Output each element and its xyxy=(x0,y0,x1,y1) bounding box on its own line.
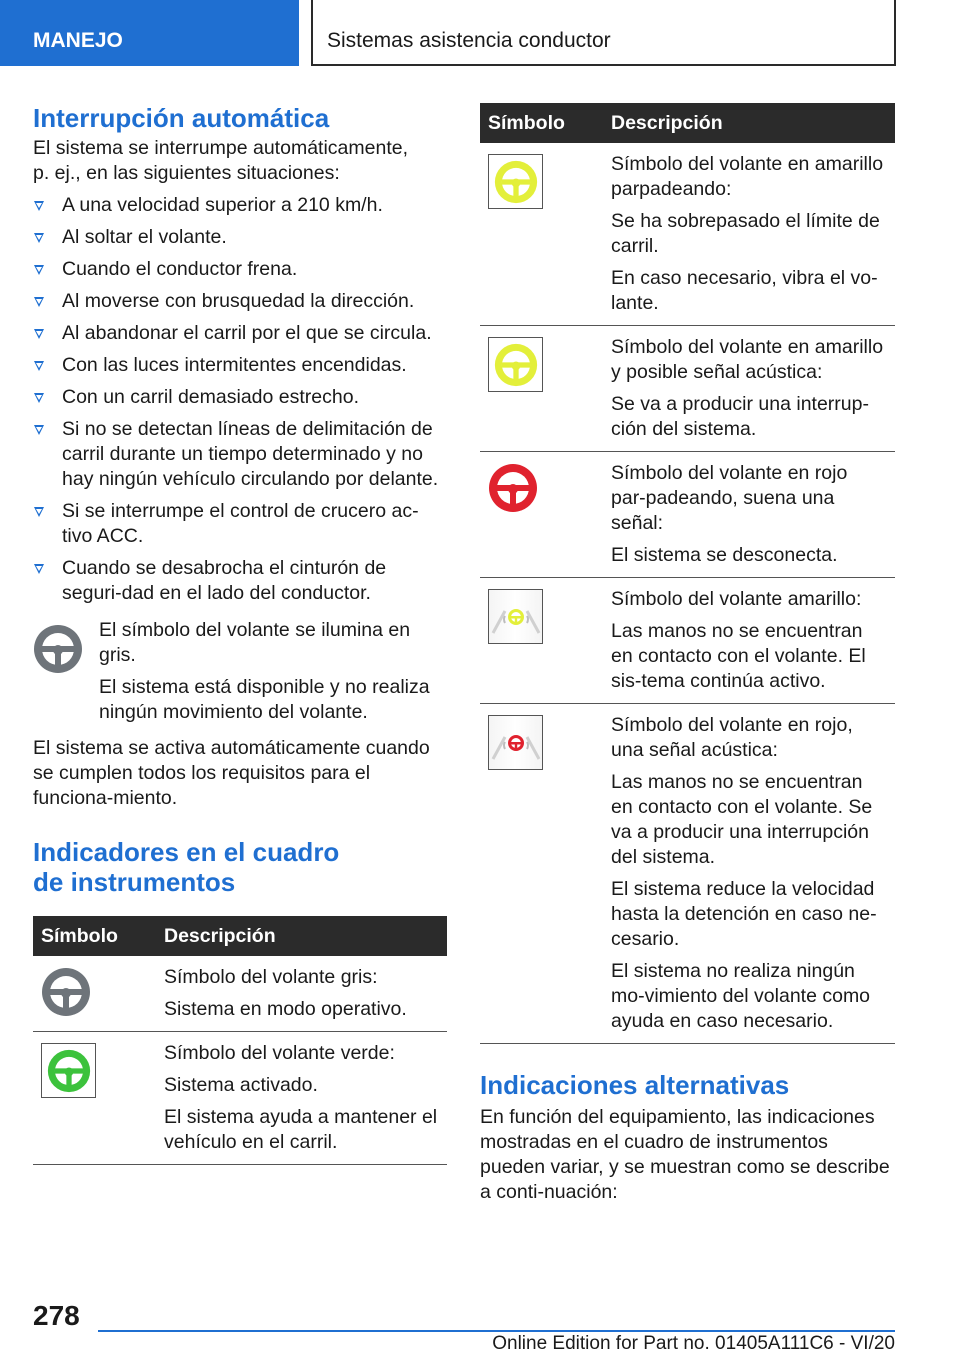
bullet-triangle-icon xyxy=(34,297,44,307)
list-item: A una velocidad superior a 210 km/h. xyxy=(33,193,447,218)
table-row xyxy=(480,452,895,578)
row-text: Se ha sobrepasado el límite de carril. xyxy=(611,210,880,257)
column-header-description: Descripción xyxy=(156,916,447,956)
hands-off-red-wheel-icon xyxy=(491,723,541,763)
row-text: Símbolo del volante en rojo, una señal acústica: xyxy=(611,714,853,761)
column-header-description: Descripción xyxy=(603,103,895,143)
bullet-triangle-icon xyxy=(34,564,44,574)
interruption-conditions-list xyxy=(33,193,447,606)
row-text: Las manos no se encuentran en contacto con el volante. El sis-tema continúa activo. xyxy=(611,620,866,692)
list-item: Si se interrumpe el control de crucero ac-tivo ACC. xyxy=(33,499,447,549)
row-text: Símbolo del volante amarillo: xyxy=(611,588,862,610)
gray-wheel-note-line-2: El sistema está disponible y no realiza ningún movimiento del volante. xyxy=(99,676,430,723)
row-text: Sistema en modo operativo. xyxy=(164,998,407,1020)
list-item: Al abandonar el carril por el que se circula. xyxy=(33,321,447,346)
intro-line-2: p. ej., en las siguientes situaciones: xyxy=(33,162,340,184)
row-text: Símbolo del volante en amarillo y posible señal acústica: xyxy=(611,336,884,383)
row-text: El sistema no realiza ningún mo-vimiento del volante como ayuda en caso necesario. xyxy=(611,960,871,1032)
alternative-indications-text: En función del equipamiento, las indicaciones mostradas en el cuadro de instrumentos pueden variar, y se muestran como se describe a conti-nuación: xyxy=(480,1106,890,1203)
list-item: Al soltar el volante. xyxy=(33,225,447,250)
bullet-triangle-icon xyxy=(34,507,44,517)
row-text: El sistema ayuda a mantener el vehículo en el carril. xyxy=(164,1106,438,1153)
bullet-triangle-icon xyxy=(34,393,44,403)
list-item: Con un carril demasiado estrecho. xyxy=(33,385,447,410)
heading-indicators-2: de instrumentos xyxy=(33,867,236,897)
column-header-symbol: Símbolo xyxy=(33,916,156,956)
section-title: Sistemas asistencia conductor xyxy=(311,0,896,66)
page-number: 278 xyxy=(33,1300,80,1331)
steering-wheel-yellow-icon xyxy=(494,343,538,387)
list-item: Si no se detectan líneas de delimitación de carril durante un tiempo determinado y no hay ningún vehículo circulando por delante. xyxy=(33,417,447,492)
intro-line-1: El sistema se interrumpe automáticamente, xyxy=(33,137,408,159)
table-row xyxy=(480,326,895,452)
activation-paragraph: El sistema se activa automáticamente cuando se cumplen todos los requisitos para el funciona-miento. xyxy=(33,737,430,809)
indicator-table-right xyxy=(480,103,895,1044)
gray-wheel-note-line-1: El símbolo del volante se ilumina en gris. xyxy=(99,619,411,666)
row-text: El sistema reduce la velocidad hasta la detención en caso ne-cesario. xyxy=(611,878,877,950)
list-item: Al moverse con brusquedad la dirección. xyxy=(33,289,447,314)
left-column xyxy=(33,103,447,1165)
heading-alternative-indications: Indicaciones alternativas xyxy=(480,1070,790,1100)
bullet-triangle-icon xyxy=(34,201,44,211)
chapter-tab: MANEJO xyxy=(0,0,299,66)
table-row xyxy=(33,956,447,1032)
bullet-triangle-icon xyxy=(34,425,44,435)
row-text: En caso necesario, vibra el vo-lante. xyxy=(611,267,878,314)
row-text: Se va a producir una interrup-ción del sistema. xyxy=(611,393,869,440)
row-text: Símbolo del volante en amarillo parpadeando: xyxy=(611,153,884,200)
right-column xyxy=(480,103,895,1205)
table-row xyxy=(480,143,895,326)
hands-off-yellow-wheel-icon xyxy=(491,597,541,637)
list-item: Cuando se desabrocha el cinturón de seguri-dad en el lado del conductor. xyxy=(33,556,447,606)
steering-wheel-gray-icon xyxy=(33,624,83,674)
row-text: Símbolo del volante en rojo par-padeando, suena una señal: xyxy=(611,462,848,534)
table-row xyxy=(480,578,895,704)
steering-wheel-gray-icon xyxy=(41,967,91,1017)
list-item: Con las luces intermitentes encendidas. xyxy=(33,353,447,378)
bullet-triangle-icon xyxy=(34,265,44,275)
column-header-symbol: Símbolo xyxy=(480,103,603,143)
bullet-triangle-icon xyxy=(34,361,44,371)
bullet-triangle-icon xyxy=(34,329,44,339)
row-text: Sistema activado. xyxy=(164,1074,318,1096)
row-text: El sistema se desconecta. xyxy=(611,544,838,566)
heading-indicators-1: Indicadores en el cuadro xyxy=(33,837,340,867)
steering-wheel-yellow-icon xyxy=(494,160,538,204)
steering-wheel-green-icon xyxy=(47,1049,91,1093)
row-text: Símbolo del volante gris: xyxy=(164,966,378,988)
row-text: Símbolo del volante verde: xyxy=(164,1042,395,1064)
table-row xyxy=(33,1032,447,1165)
bullet-triangle-icon xyxy=(34,233,44,243)
indicator-table-left xyxy=(33,916,447,1165)
gray-wheel-note xyxy=(33,618,447,732)
heading-automatic-interruption: Interrupción automática xyxy=(33,103,330,133)
footer-edition: Online Edition for Part no. 01405A111C6 - VI/20 xyxy=(492,1333,895,1354)
steering-wheel-red-icon xyxy=(488,463,538,513)
row-text: Las manos no se encuentran en contacto con el volante. Se va a producir una interrupción del sistema. xyxy=(611,771,873,868)
footer-divider xyxy=(98,1330,895,1332)
list-item: Cuando el conductor frena. xyxy=(33,257,447,282)
table-row xyxy=(480,704,895,1044)
